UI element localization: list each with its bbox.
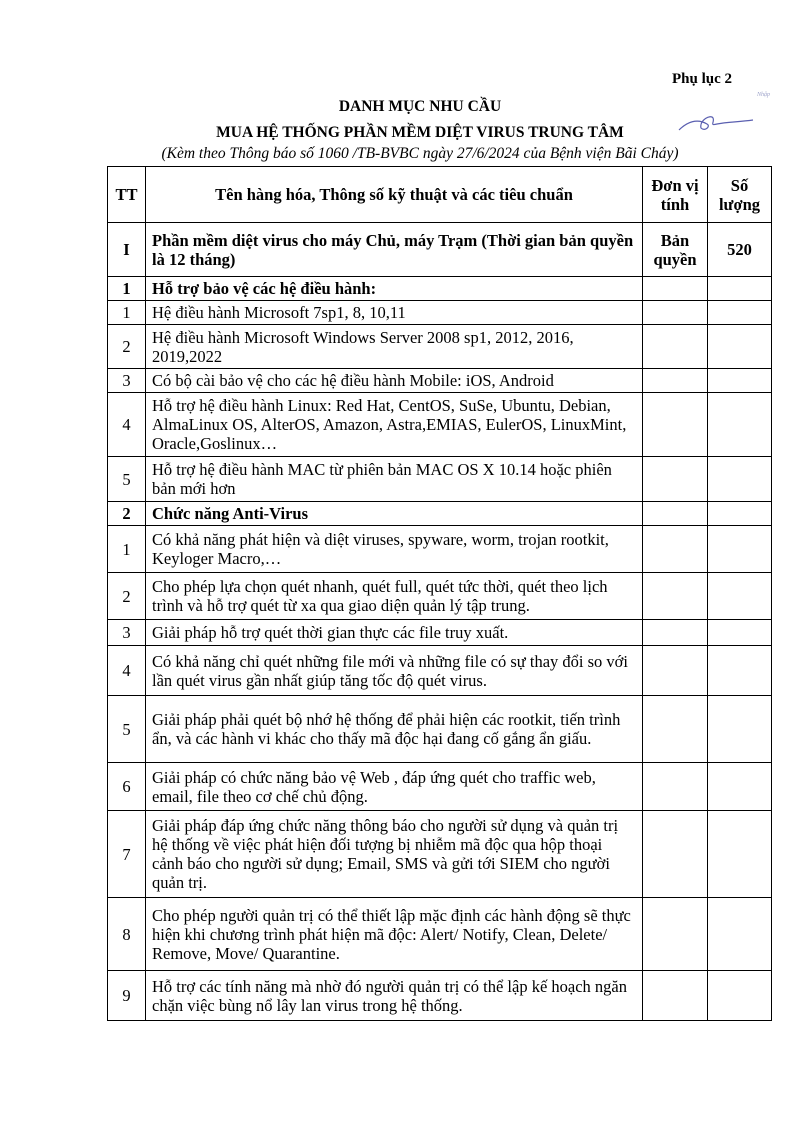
cell-tt: 4	[108, 393, 146, 457]
cell-name: Giải pháp phải quét bộ nhớ hệ thống để phải hiện các rootkit, tiến trình ẩn, và các hành vi khác cho thấy mã độc hại đang cố gắng ẩn giấu.	[146, 696, 643, 763]
cell-name: Giải pháp đáp ứng chức năng thông báo cho người sử dụng và quản trị hệ thống về việc phát hiện đối tượng bị nhiễm mã độc qua hộp thoại cảnh báo cho người sử dụng; Email, SMS và gửi tới SIEM cho người quản trị.	[146, 811, 643, 898]
cell-qty	[708, 526, 772, 573]
cell-name: Hệ điều hành Microsoft 7sp1, 8, 10,11	[146, 301, 643, 325]
column-header-qty: Số lượng	[708, 167, 772, 223]
table-row	[108, 502, 772, 526]
document-subtitle: (Kèm theo Thông báo số 1060 /TB-BVBC ngày 27/6/2024 của Bệnh viện Bãi Cháy)	[161, 145, 679, 162]
cell-qty	[708, 502, 772, 526]
cell-unit	[643, 369, 708, 393]
signature-icon	[677, 110, 757, 136]
cell-name: Giải pháp hỗ trợ quét thời gian thực các file truy xuất.	[146, 620, 643, 646]
cell-unit	[643, 898, 708, 971]
table-row	[108, 457, 772, 502]
cell-unit	[643, 763, 708, 811]
table-row	[108, 573, 772, 620]
cell-name: Giải pháp có chức năng bảo vệ Web , đáp ứng quét cho traffic web, email, file theo cơ chế chủ động.	[146, 763, 643, 811]
cell-tt: 3	[108, 620, 146, 646]
cell-unit	[643, 502, 708, 526]
cell-qty	[708, 971, 772, 1021]
cell-qty	[708, 898, 772, 971]
cell-unit	[643, 573, 708, 620]
cell-unit	[643, 301, 708, 325]
cell-qty	[708, 620, 772, 646]
table-row	[108, 526, 772, 573]
table-row	[108, 369, 772, 393]
cell-name: Hỗ trợ hệ điều hành MAC từ phiên bản MAC OS X 10.14 hoặc phiên bản mới hơn	[146, 457, 643, 502]
approval-stamp: Nhập	[757, 92, 771, 98]
cell-name: Hỗ trợ các tính năng mà nhờ đó người quản trị có thể lập kế hoạch ngăn chặn việc bùng nổ lây lan virus trong hệ thống.	[146, 971, 643, 1021]
cell-qty	[708, 301, 772, 325]
table-row	[108, 811, 772, 898]
column-header-tt: TT	[108, 167, 146, 223]
cell-name: Phần mềm diệt virus cho máy Chủ, máy Trạm (Thời gian bản quyền là 12 tháng)	[146, 223, 643, 277]
document-title: DANH MỤC NHU CẦU	[338, 98, 502, 115]
table-row	[108, 620, 772, 646]
column-header-name: Tên hàng hóa, Thông số kỹ thuật và các tiêu chuẩn	[146, 167, 643, 223]
table-row	[108, 325, 772, 369]
cell-qty	[708, 763, 772, 811]
cell-qty	[708, 696, 772, 763]
cell-tt: 2	[108, 325, 146, 369]
cell-qty	[708, 277, 772, 301]
table-row	[108, 971, 772, 1021]
cell-tt: 7	[108, 811, 146, 898]
cell-tt: 5	[108, 457, 146, 502]
cell-unit	[643, 393, 708, 457]
appendix-label: Phụ lục 2	[672, 71, 733, 87]
cell-name: Có khả năng chỉ quét những file mới và những file có sự thay đổi so với lần quét virus gần nhất giúp tăng tốc độ quét virus.	[146, 646, 643, 696]
cell-name: Có khả năng phát hiện và diệt viruses, spyware, worm, trojan rootkit, Keyloger Macro,…	[146, 526, 643, 573]
table-row	[108, 646, 772, 696]
column-header-unit: Đơn vị tính	[643, 167, 708, 223]
table-row	[108, 763, 772, 811]
cell-unit	[643, 325, 708, 369]
cell-tt: 1	[108, 526, 146, 573]
cell-tt: 2	[108, 573, 146, 620]
cell-unit	[643, 696, 708, 763]
cell-tt: 3	[108, 369, 146, 393]
table-header-row	[108, 167, 772, 223]
cell-name: Hệ điều hành Microsoft Windows Server 2008 sp1, 2012, 2016, 2019,2022	[146, 325, 643, 369]
cell-qty	[708, 646, 772, 696]
cell-qty: 520	[708, 223, 772, 277]
cell-name: Cho phép lựa chọn quét nhanh, quét full, quét tức thời, quét theo lịch trình và hỗ trợ quét từ xa qua giao diện quản lý tập trung.	[146, 573, 643, 620]
table-row	[108, 393, 772, 457]
cell-tt: 8	[108, 898, 146, 971]
table-row	[108, 696, 772, 763]
cell-qty	[708, 325, 772, 369]
cell-name: Chức năng Anti-Virus	[146, 502, 643, 526]
document-title-line2: MUA HỆ THỐNG PHẦN MỀM DIỆT VIRUS TRUNG TÂM	[216, 124, 624, 141]
cell-tt: 2	[108, 502, 146, 526]
cell-tt: 1	[108, 277, 146, 301]
cell-unit	[643, 526, 708, 573]
cell-name: Hỗ trợ hệ điều hành Linux: Red Hat, CentOS, SuSe, Ubuntu, Debian, AlmaLinux OS, AlterOS, Amazon, Astra,EMIAS, EulerOS, LinuxMint, Oracle,Goslinux…	[146, 393, 643, 457]
cell-tt: 5	[108, 696, 146, 763]
cell-unit	[643, 811, 708, 898]
cell-unit	[643, 277, 708, 301]
cell-name: Cho phép người quản trị có thể thiết lập mặc định các hành động sẽ thực hiện khi chương trình phát hiện mã độc: Alert/ Notify, Clean, Delete/ Remove, Move/ Quarantine.	[146, 898, 643, 971]
cell-qty	[708, 811, 772, 898]
cell-unit: Bản quyền	[643, 223, 708, 277]
cell-qty	[708, 457, 772, 502]
table-row	[108, 898, 772, 971]
cell-tt: 4	[108, 646, 146, 696]
cell-name: Hỗ trợ bảo vệ các hệ điều hành:	[146, 277, 643, 301]
table-row	[108, 277, 772, 301]
cell-tt: I	[108, 223, 146, 277]
table-row	[108, 301, 772, 325]
table-row	[108, 223, 772, 277]
requirements-table	[107, 166, 772, 1021]
cell-tt: 6	[108, 763, 146, 811]
cell-qty	[708, 393, 772, 457]
cell-unit	[643, 457, 708, 502]
cell-qty	[708, 369, 772, 393]
cell-qty	[708, 573, 772, 620]
cell-unit	[643, 646, 708, 696]
cell-name: Có bộ cài bảo vệ cho các hệ điều hành Mobile: iOS, Android	[146, 369, 643, 393]
cell-unit	[643, 620, 708, 646]
cell-tt: 1	[108, 301, 146, 325]
cell-tt: 9	[108, 971, 146, 1021]
cell-unit	[643, 971, 708, 1021]
